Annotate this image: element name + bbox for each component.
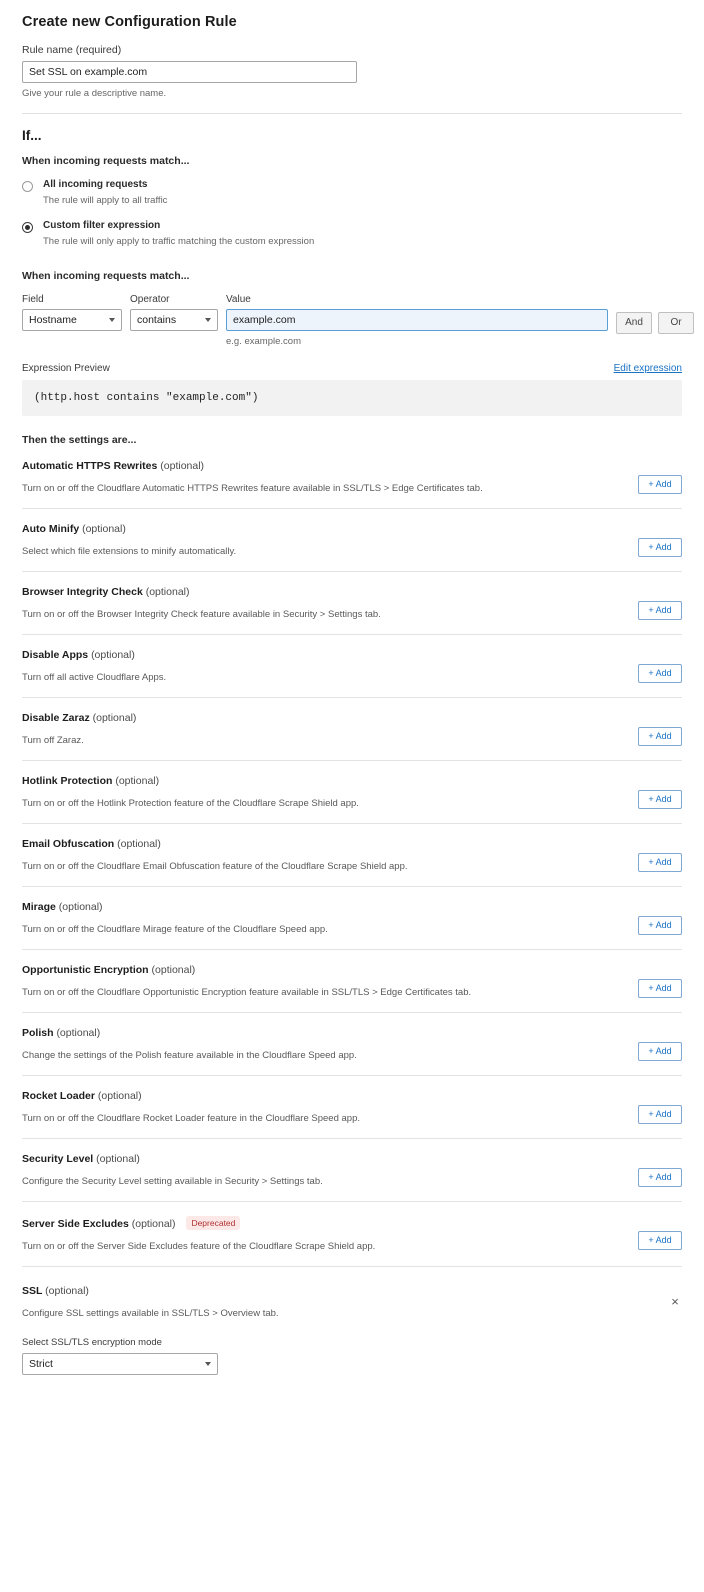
radio-option-all-requests[interactable]: [22, 179, 682, 206]
rule-name-input[interactable]: [22, 61, 357, 83]
or-button[interactable]: Or: [658, 312, 694, 334]
close-icon[interactable]: ×: [671, 1293, 679, 1309]
operator-label: Operator: [130, 293, 170, 305]
ssl-mode-select-wrap: [22, 1353, 218, 1375]
setting-desc: Turn on or off the Browser Integrity Check feature available in Security > Settings tab.: [22, 608, 381, 620]
setting-name: Disable Apps: [22, 648, 89, 661]
divider-if: [22, 113, 682, 114]
add-setting-button[interactable]: + Add: [638, 1042, 682, 1061]
add-setting-button[interactable]: + Add: [638, 1231, 682, 1250]
setting-desc: Turn on or off the Cloudflare Mirage feature of the Cloudflare Speed app.: [22, 923, 328, 935]
radio-desc-custom-filter: The rule will only apply to traffic matching the custom expression: [43, 235, 315, 247]
setting-desc: Turn on or off the Server Side Excludes feature of the Cloudflare Scrape Shield app.: [22, 1240, 376, 1252]
if-heading: If...: [22, 128, 42, 143]
add-setting-button[interactable]: + Add: [638, 979, 682, 998]
setting-optional: (optional): [97, 1089, 142, 1102]
radio-label-all-requests: All incoming requests: [43, 179, 148, 190]
radio-icon-custom-filter[interactable]: [22, 222, 33, 233]
setting-row: [22, 1013, 682, 1076]
setting-optional: (optional): [56, 1026, 101, 1039]
setting-name: Polish: [22, 1026, 54, 1039]
setting-optional: (optional): [160, 459, 205, 472]
setting-name: Server Side Excludes: [22, 1217, 129, 1230]
rule-name-help: Give your rule a descriptive name.: [22, 88, 167, 99]
setting-optional: (optional): [58, 900, 103, 913]
operator-select-wrap: [130, 309, 218, 331]
setting-optional: (optional): [115, 774, 160, 787]
operator-select[interactable]: [130, 309, 218, 331]
setting-optional: (optional): [151, 963, 196, 976]
setting-name: Mirage: [22, 900, 56, 913]
add-setting-button[interactable]: + Add: [638, 916, 682, 935]
setting-desc: Turn on or off the Hotlink Protection feature of the Cloudflare Scrape Shield app.: [22, 797, 359, 809]
setting-optional: (optional): [82, 522, 126, 535]
add-setting-button[interactable]: + Add: [638, 1105, 682, 1124]
setting-row: [22, 887, 682, 950]
radio-icon-all-requests[interactable]: [22, 181, 33, 192]
value-help: e.g. example.com: [226, 335, 301, 347]
setting-name: Rocket Loader: [22, 1089, 95, 1102]
expression-preview-label: Expression Preview: [22, 362, 110, 374]
add-setting-button[interactable]: + Add: [638, 853, 682, 872]
status-badge: Deprecated: [186, 1216, 240, 1230]
radio-label-custom-filter: Custom filter expression: [43, 220, 161, 232]
setting-row: [22, 1139, 682, 1202]
add-setting-button[interactable]: + Add: [638, 538, 682, 557]
setting-desc: Turn on or off the Cloudflare Rocket Loader feature in the Cloudflare Speed app.: [22, 1112, 360, 1124]
ssl-mode-label: Select SSL/TLS encryption mode: [22, 1336, 162, 1348]
rule-name-group: [22, 44, 682, 99]
setting-row: [22, 824, 682, 887]
then-heading: Then the settings are...: [22, 433, 137, 446]
field-column: [22, 294, 122, 331]
setting-desc: Configure SSL settings available in SSL/TLS > Overview tab.: [22, 1307, 279, 1319]
expression-preview-header: [22, 363, 682, 374]
page-title: Create new Configuration Rule: [22, 14, 237, 30]
setting-optional: (optional): [145, 585, 190, 598]
add-setting-button[interactable]: + Add: [638, 475, 682, 494]
setting-desc: Select which file extensions to minify automatically.: [22, 545, 237, 557]
setting-desc: Configure the Security Level setting available in Security > Settings tab.: [22, 1175, 323, 1187]
setting-desc: Turn on or off the Cloudflare Automatic HTTPS Rewrites feature available in SSL/TLS > Edge Certificates tab.: [22, 482, 483, 494]
setting-row: [22, 509, 682, 572]
setting-optional: (optional): [92, 711, 137, 724]
setting-name: Email Obfuscation: [22, 837, 115, 850]
setting-optional: (optional): [117, 837, 161, 850]
setting-row: [22, 950, 682, 1013]
setting-row: [22, 698, 682, 761]
setting-name: Opportunistic Encryption: [22, 963, 149, 976]
add-setting-button[interactable]: + Add: [638, 1168, 682, 1187]
logic-buttons: [616, 294, 694, 334]
setting-desc: Turn on or off the Cloudflare Email Obfuscation feature of the Cloudflare Scrape Shield app.: [22, 860, 408, 872]
add-setting-button[interactable]: + Add: [638, 601, 682, 620]
setting-optional: (optional): [45, 1284, 89, 1297]
setting-row: [22, 635, 682, 698]
value-input[interactable]: [226, 309, 608, 331]
and-button[interactable]: And: [616, 312, 652, 334]
setting-row: [22, 761, 682, 824]
setting-row: [22, 1202, 682, 1267]
setting-row: [22, 572, 682, 635]
setting-name: Disable Zaraz: [22, 711, 90, 724]
edit-expression-link[interactable]: Edit expression: [613, 362, 682, 374]
radio-option-custom-filter[interactable]: [22, 220, 682, 247]
setting-desc: Turn on or off the Cloudflare Opportunistic Encryption feature available in SSL/TLS > Edge Certificates tab.: [22, 986, 472, 998]
setting-desc: Turn off Zaraz.: [22, 734, 84, 746]
if-subheading: When incoming requests match...: [22, 155, 190, 167]
add-setting-button[interactable]: + Add: [638, 727, 682, 746]
setting-name: Auto Minify: [22, 522, 80, 535]
add-setting-button[interactable]: + Add: [638, 664, 682, 683]
expression-preview-box: (http.host contains "example.com"): [22, 380, 682, 416]
setting-name: Automatic HTTPS Rewrites: [22, 459, 158, 472]
setting-name: Browser Integrity Check: [22, 585, 143, 598]
expression-builder-row: [22, 294, 682, 347]
field-select[interactable]: [22, 309, 122, 331]
value-label: Value: [226, 293, 251, 305]
setting-row: [22, 1076, 682, 1139]
field-select-wrap: [22, 309, 122, 331]
setting-row: [22, 446, 682, 509]
setting-desc: Turn off all active Cloudflare Apps.: [22, 671, 167, 683]
setting-row-ssl: [22, 1267, 682, 1385]
setting-optional: (optional): [91, 648, 135, 661]
setting-name: SSL: [22, 1284, 43, 1297]
expression-subheading: When incoming requests match...: [22, 269, 190, 282]
setting-name: Hotlink Protection: [22, 774, 113, 787]
setting-name: Security Level: [22, 1152, 94, 1165]
operator-column: [130, 294, 218, 331]
value-column: [226, 294, 608, 347]
setting-desc: Change the settings of the Polish feature available in the Cloudflare Speed app.: [22, 1049, 357, 1061]
add-setting-button[interactable]: + Add: [638, 790, 682, 809]
setting-optional: (optional): [96, 1152, 140, 1165]
field-label: Field: [22, 293, 44, 305]
rule-name-label: Rule name (required): [22, 44, 122, 56]
radio-desc-all-requests: The rule will apply to all traffic: [43, 194, 168, 206]
ssl-mode-select[interactable]: [22, 1353, 218, 1375]
setting-optional: (optional): [131, 1217, 176, 1230]
